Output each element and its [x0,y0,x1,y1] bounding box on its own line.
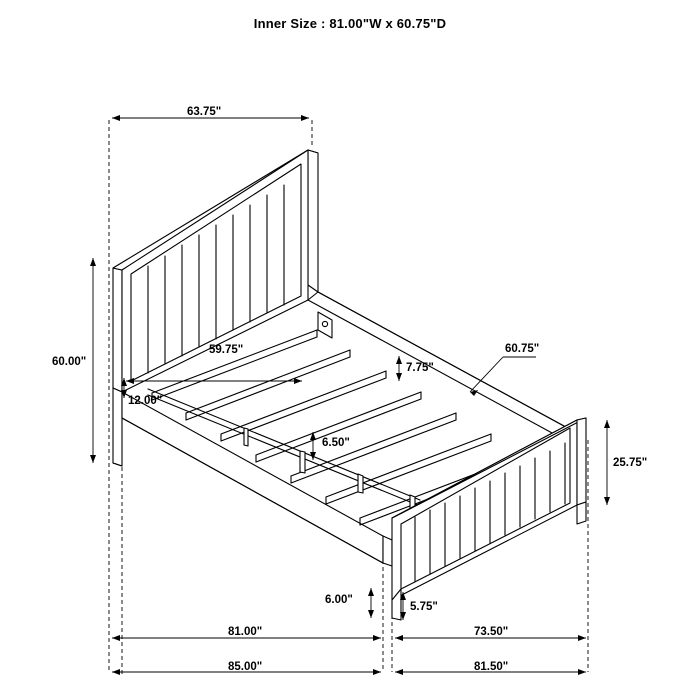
dimension-label-headboard-width: 63.75" [187,106,222,118]
dimension-label-center-support-height: 6.50" [322,437,350,449]
dimension-label-overall-width: 85.00" [228,661,263,673]
dimension-label-inner-depth: 60.75" [505,343,540,355]
dimension-label-overall-depth: 81.50" [474,661,509,673]
dimension-label-footboard-height: 25.75" [613,457,648,469]
dimension-label-footboard-leg: 5.75" [410,601,438,613]
dimension-label-inner-headboard-width: 59.75" [209,344,244,356]
dimension-label-inner-width: 81.00" [228,626,263,638]
page-title: Inner Size : 81.00"W x 60.75"D [253,16,447,31]
dimension-label-deck-clearance: 12.00" [128,395,163,407]
dimension-label-footboard-inner-depth: 73.50" [474,626,509,638]
dimension-label-leg-clearance: 6.00" [325,594,353,606]
dimension-label-slat-thickness: 7.75" [406,362,434,374]
dimension-label-headboard-height: 60.00" [52,356,87,368]
